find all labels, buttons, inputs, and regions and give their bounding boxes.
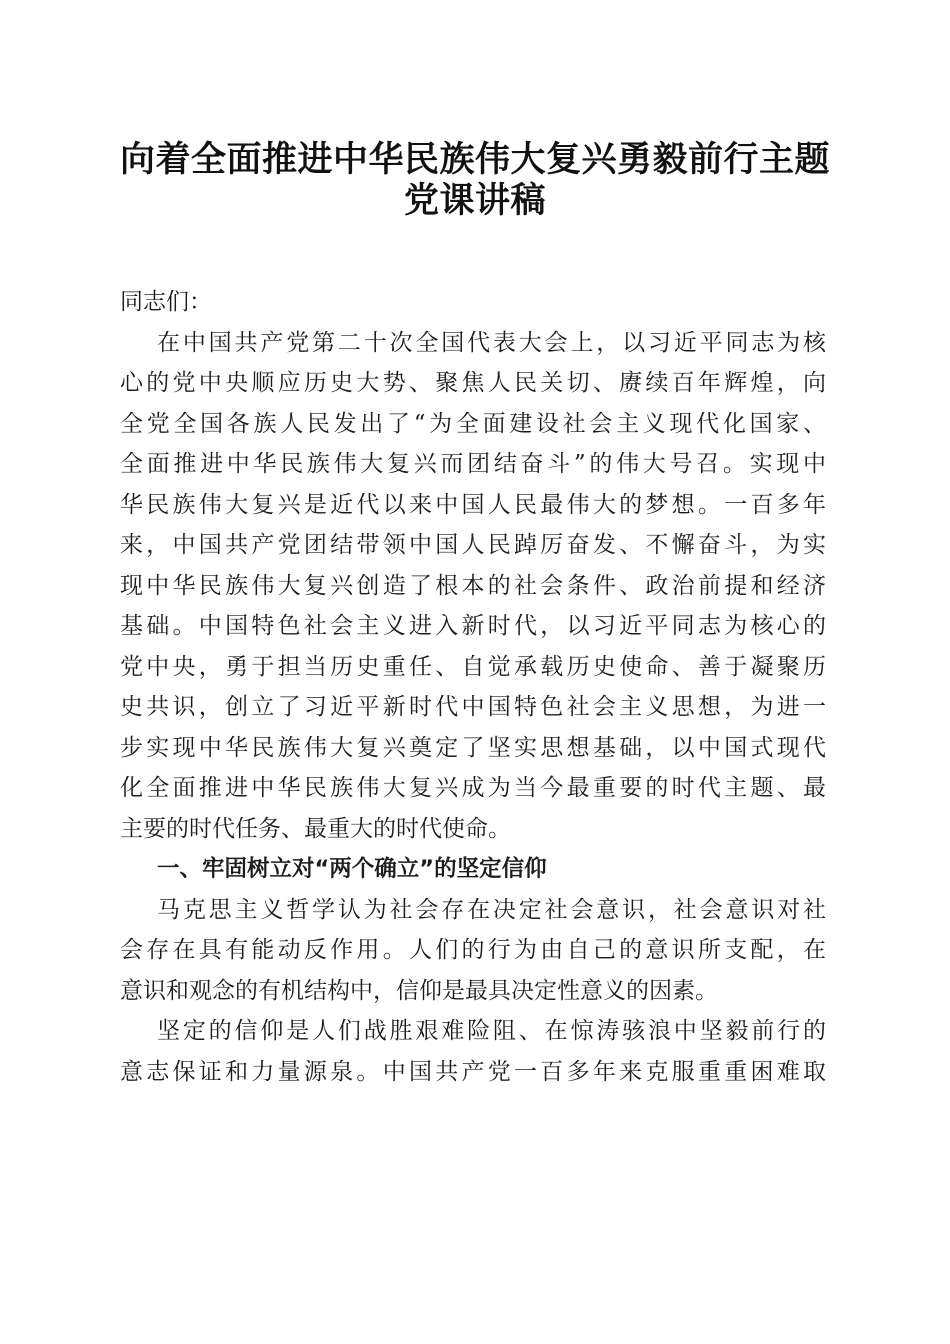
paragraph-line: 来，中国共产党团结带领中国人民踔厉奋发、不懈奋斗，为实 <box>120 532 826 558</box>
paragraph-line: 主要的时代任务、最重大的时代使命。 <box>120 815 511 842</box>
paragraph-3 <box>120 1011 826 1092</box>
paragraph-2 <box>120 890 826 1012</box>
paragraph-line: 马克思主义哲学认为社会存在决定社会意识，社会意识对社 <box>157 896 826 923</box>
paragraph-line: 全面推进中华民族伟大复兴而团结奋斗”的伟大号召。实现中 <box>120 451 826 477</box>
paragraph-line: 现中华民族伟大复兴创造了根本的社会条件、政治前提和经济 <box>120 572 826 599</box>
paragraph-line: 全党全国各族人民发出了“为全面建设社会主义现代化国家、 <box>120 410 826 437</box>
paragraph-line: 心的党中央顺应历史大势、聚焦人民关切、赓续百年辉煌，向 <box>120 370 826 396</box>
paragraph-line: 会存在具有能动反作用。人们的行为由自己的意识所支配，在 <box>120 937 826 963</box>
paragraph-line: 意识和观念的有机结构中，信仰是最具决定性意义的因素。 <box>120 977 718 1004</box>
paragraph-line: 步实现中华民族伟大复兴奠定了坚实思想基础，以中国式现代 <box>120 734 826 761</box>
document-title <box>100 136 850 221</box>
salutation: 同志们： <box>120 289 212 315</box>
section-heading: 一、牢固树立对“两个确立”的坚定信仰 <box>157 856 547 882</box>
paragraph-1 <box>120 323 826 850</box>
document-body <box>120 282 826 1092</box>
paragraph-line: 党中央，勇于担当历史重任、自觉承载历史使命、善于凝聚历 <box>120 653 826 680</box>
paragraph-line: 史共识，创立了习近平新时代中国特色社会主义思想，为进一 <box>120 694 826 720</box>
paragraph-line: 坚定的信仰是人们战胜艰难险阻、在惊涛骇浪中坚毅前行的 <box>157 1018 826 1044</box>
paragraph-line: 意志保证和力量源泉。中国共产党一百多年来克服重重困难取 <box>120 1058 826 1085</box>
paragraph-line: 化全面推进中华民族伟大复兴成为当今最重要的时代主题、最 <box>120 775 826 801</box>
title-line: 向着全面推进中华民族伟大复兴勇毅前行主题 <box>119 139 830 180</box>
title-line: 党课讲稿 <box>403 179 546 221</box>
paragraph-line: 华民族伟大复兴是近代以来中国人民最伟大的梦想。一百多年 <box>120 491 826 518</box>
paragraph-line: 基础。中国特色社会主义进入新时代，以习近平同志为核心的 <box>120 613 826 639</box>
paragraph-line: 在中国共产党第二十次全国代表大会上，以习近平同志为核 <box>157 329 826 356</box>
